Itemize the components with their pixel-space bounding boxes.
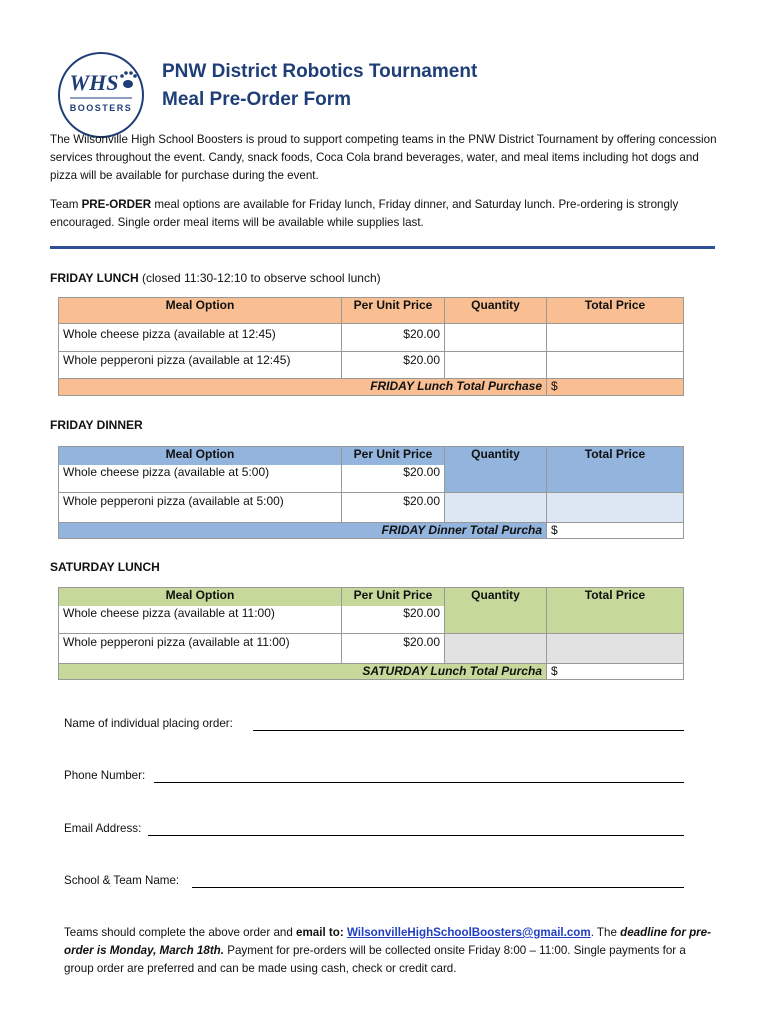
instr-text-e: Payment for pre-orders will be collected onsite Friday 8:00 – 11:00. Single payments for a group order are preferred and can be made using cash, check or credit card. — [64, 944, 686, 975]
total-label: SATURDAY Lunch Total Purcha — [59, 664, 547, 680]
total-row — [59, 523, 684, 539]
total-amount-cell[interactable]: $ — [547, 379, 684, 396]
friday-dinner-heading: FRIDAY DINNER — [50, 418, 143, 432]
preorder-emphasis: PRE-ORDER — [81, 198, 152, 211]
email-field-label: Email Address: — [64, 822, 142, 835]
total-label: FRIDAY Dinner Total Purcha — [59, 523, 547, 539]
preorder-text-a: Team — [50, 198, 82, 211]
section-title: FRIDAY LUNCH — [50, 271, 139, 285]
unit-price-cell: $20.00 — [342, 606, 445, 634]
name-input-line[interactable] — [253, 730, 684, 731]
divider — [50, 246, 715, 249]
col-unit-price: Per Unit Price — [342, 588, 445, 606]
col-quantity: Quantity — [445, 298, 547, 324]
instructions-paragraph — [64, 924, 714, 978]
instr-email-label: email to: — [296, 926, 347, 939]
saturday-lunch-table — [58, 587, 684, 680]
table-header-row — [59, 447, 684, 465]
col-quantity: Quantity — [445, 447, 547, 493]
col-unit-price: Per Unit Price — [342, 298, 445, 324]
logo-main-text: WHS — [69, 70, 119, 95]
quantity-input-cell[interactable] — [445, 634, 547, 664]
saturday-lunch-heading: SATURDAY LUNCH — [50, 560, 160, 574]
meal-option-cell: Whole pepperoni pizza (available at 12:45) — [59, 352, 342, 379]
friday-lunch-table — [58, 297, 684, 396]
title-line-2: Meal Pre-Order Form — [162, 89, 351, 110]
section-note: (closed 11:30-12:10 to observe school lunch) — [138, 271, 381, 285]
meal-option-cell: Whole pepperoni pizza (available at 11:00) — [59, 634, 342, 664]
phone-field-label: Phone Number: — [64, 769, 146, 782]
col-quantity: Quantity — [445, 588, 547, 634]
table-row — [59, 352, 684, 379]
table-row — [59, 634, 684, 664]
total-row — [59, 379, 684, 396]
title-line-1: PNW District Robotics Tournament — [162, 61, 478, 82]
team-field-label: School & Team Name: — [64, 874, 180, 887]
friday-lunch-heading — [50, 271, 381, 285]
col-meal-option: Meal Option — [59, 588, 342, 606]
meal-option-cell: Whole cheese pizza (available at 11:00) — [59, 606, 342, 634]
instr-text-c: . The — [590, 926, 621, 939]
total-row — [59, 664, 684, 680]
email-link[interactable]: WilsonvilleHighSchoolBoosters@gmail.com — [346, 926, 591, 939]
col-total-price: Total Price — [547, 588, 684, 634]
page-title — [162, 58, 477, 114]
preorder-text-c: meal options are available for Friday lunch, Friday dinner, and Saturday lunch. Pre-ordering is strongly encouraged. Single order meal items will be available while supplies last. — [50, 198, 679, 229]
table-header-row — [59, 298, 684, 324]
total-price-cell[interactable] — [547, 352, 684, 379]
col-meal-option: Meal Option — [59, 298, 342, 324]
meal-option-cell: Whole cheese pizza (available at 5:00) — [59, 465, 342, 493]
preorder-paragraph — [50, 196, 725, 232]
table-header-row — [59, 588, 684, 606]
table-row — [59, 324, 684, 352]
phone-input-line[interactable] — [154, 782, 684, 783]
meal-option-cell: Whole pepperoni pizza (available at 5:00) — [59, 493, 342, 523]
meal-option-cell: Whole cheese pizza (available at 12:45) — [59, 324, 342, 352]
deadline-text: deadline for pre- order is Monday, March 18th. — [64, 926, 711, 957]
col-meal-option: Meal Option — [59, 447, 342, 465]
table-row — [59, 493, 684, 523]
col-total-price: Total Price — [547, 298, 684, 324]
intro-paragraph: The Wilsonville High School Boosters is proud to support competing teams in the PNW District Tournament by offering concession services throughout the event. Candy, snack foods, Coca Cola brand beverages, water, and meal items including hot dogs and pizza will be available for purchase during the event. — [50, 133, 717, 182]
unit-price-cell: $20.00 — [342, 352, 445, 379]
unit-price-cell: $20.00 — [342, 634, 445, 664]
team-input-line[interactable] — [192, 887, 684, 888]
quantity-input-cell[interactable] — [445, 493, 547, 523]
quantity-input-cell[interactable] — [445, 352, 547, 379]
total-price-cell[interactable] — [547, 493, 684, 523]
name-field-label: Name of individual placing order: — [64, 717, 233, 730]
total-price-cell[interactable] — [547, 324, 684, 352]
unit-price-cell: $20.00 — [342, 493, 445, 523]
logo-sub-text: BOOSTERS — [69, 103, 133, 113]
total-amount-cell[interactable]: $ — [547, 664, 684, 680]
instr-text-a: Teams should complete the above order and — [64, 926, 297, 939]
quantity-input-cell[interactable] — [445, 324, 547, 352]
total-amount-cell[interactable]: $ — [547, 523, 684, 539]
col-unit-price: Per Unit Price — [342, 447, 445, 465]
friday-dinner-table — [58, 446, 684, 539]
whs-boosters-logo — [56, 50, 146, 140]
email-input-line[interactable] — [148, 835, 684, 836]
total-label: FRIDAY Lunch Total Purchase — [59, 379, 547, 396]
unit-price-cell: $20.00 — [342, 324, 445, 352]
col-total-price: Total Price — [547, 447, 684, 493]
total-price-cell[interactable] — [547, 634, 684, 664]
unit-price-cell: $20.00 — [342, 465, 445, 493]
